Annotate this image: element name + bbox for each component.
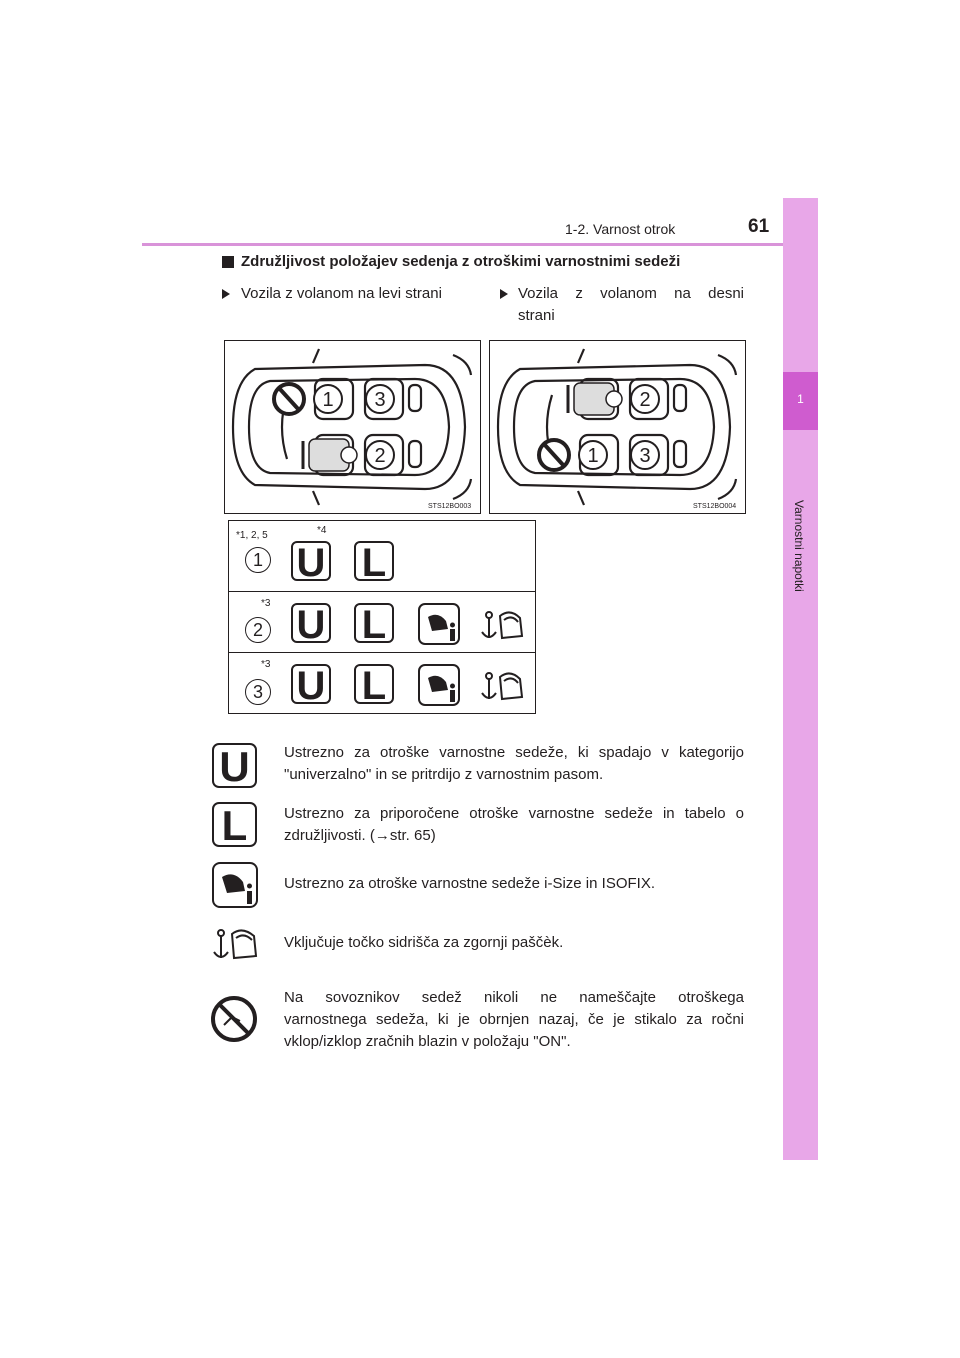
seat-2-label: 2 [639, 389, 651, 411]
isofix-seat-icon [418, 603, 460, 650]
table-row-2-note: *3 [261, 598, 271, 609]
isofix-seat-icon [418, 664, 460, 711]
triangle-bullet-icon [500, 289, 508, 299]
seat-3-label: 3 [639, 445, 651, 467]
right-drive-label-line2: strani [518, 307, 555, 324]
chapter-side-tab [783, 198, 818, 1160]
isofix-legend-text: Ustrezno za otroške varnostne sedeže i-Size in ISOFIX. [284, 875, 655, 892]
table-row-1-note: *1, 2, 5 [236, 530, 268, 541]
seat-3-label: 3 [374, 389, 386, 411]
isofix-legend-icon [212, 862, 258, 913]
l-category-icon: L [354, 541, 394, 581]
right-drive-label-line1: Vozila z volanom na desni [518, 285, 744, 302]
l-legend-line1: Ustrezno za priporočene otroške varnostne sedeže in tabelo o [284, 805, 744, 822]
car-top-view-left [225, 341, 480, 513]
seat-number-circle: 3 [245, 679, 271, 705]
seat-1-label: 1 [322, 389, 334, 411]
u-legend-line2: "univerzalno" in se pritrdijo z varnostnim pasom. [284, 766, 604, 783]
u-category-icon: U [291, 603, 331, 643]
driver-figure-icon [303, 439, 357, 471]
triangle-bullet-icon [222, 289, 230, 299]
table-divider [228, 652, 536, 653]
anchor-legend-icon [212, 922, 260, 969]
no-seat-legend-line3: vklop/izklop zračnih blazin v položaju "ON". [284, 1033, 571, 1050]
header-rule [142, 243, 818, 246]
section-heading: Združljivost položajev sedenja z otroškimi varnostnimi sedeži [241, 253, 681, 270]
no-rear-facing-seat-icon [274, 384, 304, 414]
top-tether-anchor-icon [480, 604, 526, 649]
no-rear-facing-seat-icon [210, 995, 258, 1048]
chapter-number: 1 [797, 392, 804, 406]
top-tether-anchor-icon [480, 665, 526, 710]
u-category-icon: U [291, 541, 331, 581]
section-title: 1-2. Varnost otrok [565, 221, 676, 237]
anchor-legend-text: Vključuje točko sidrišča za zgornji paščèk. [284, 934, 564, 951]
diagram-code-left: STS12BO003 [428, 503, 472, 510]
l-category-icon: L [354, 664, 394, 704]
table-row-1-note-b: *4 [317, 525, 327, 536]
l-category-icon: L [354, 603, 394, 643]
table-divider [228, 591, 536, 592]
driver-figure-icon [568, 383, 622, 415]
left-drive-label: Vozila z volanom na levi strani [241, 285, 442, 302]
no-seat-legend-line2: varnostnega sedeža, ki je obrnjen nazaj, če je stikalo za ročni [284, 1011, 744, 1028]
page-number: 61 [748, 216, 770, 237]
heading-bullet [222, 256, 234, 268]
u-legend-icon: U [212, 743, 257, 788]
seat-1-label: 1 [587, 445, 599, 467]
seat-2-label: 2 [374, 445, 386, 467]
seat-number-circle: 2 [245, 617, 271, 643]
left-drive-car-diagram [224, 340, 481, 514]
table-row-3-note: *3 [261, 659, 271, 670]
no-seat-legend-line1: Na sovoznikov sedež nikoli ne nameščajte otroškega [284, 989, 744, 1006]
diagram-code-right: STS12BO004 [693, 503, 737, 510]
right-drive-car-diagram [489, 340, 746, 514]
car-top-view-right [490, 341, 745, 513]
seat-number-circle: 1 [245, 547, 271, 573]
no-rear-facing-seat-icon [539, 440, 569, 470]
u-legend-line1: Ustrezno za otroške varnostne sedeže, ki spadajo v kategorijo [284, 744, 744, 761]
chapter-label: Varnostni napotki [792, 500, 806, 592]
l-legend-line2: združljivosti. (→str. 65) [284, 827, 436, 844]
u-category-icon: U [291, 664, 331, 704]
l-legend-icon: L [212, 802, 257, 847]
